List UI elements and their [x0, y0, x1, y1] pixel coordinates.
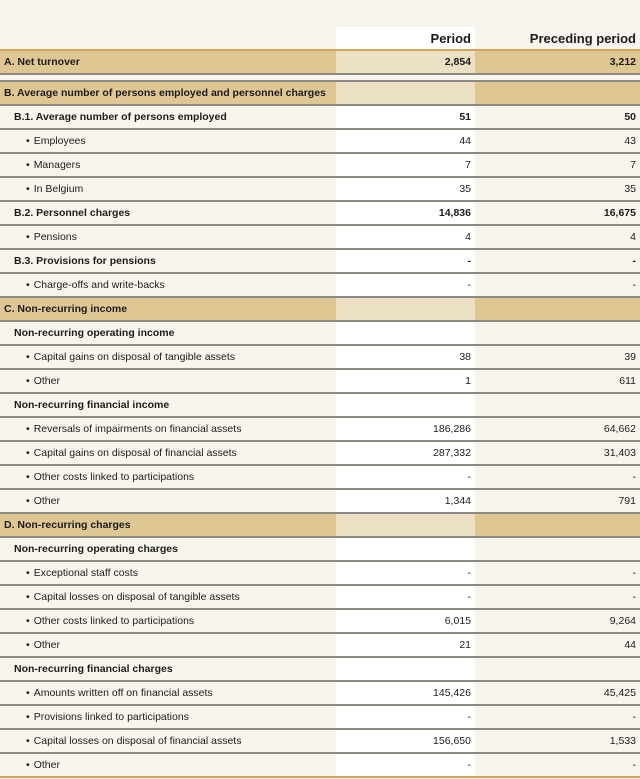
table-row: [0, 466, 640, 490]
table-row: [0, 274, 640, 298]
period-value: 1,344: [336, 490, 475, 512]
row-label-text: B.2. Personnel charges: [14, 207, 131, 219]
row-label-text: Amounts written off on financial assets: [33, 687, 213, 699]
subsection-row: [0, 250, 640, 274]
row-label-text: Other: [33, 495, 60, 507]
subsection-row: [0, 394, 640, 418]
table-row: [0, 370, 640, 394]
bullet-icon: •: [26, 591, 30, 603]
period-value: 4: [336, 226, 475, 248]
bullet-icon: •: [26, 639, 30, 651]
period-value: -: [336, 754, 475, 776]
section-row: [0, 82, 640, 106]
table-row: [0, 586, 640, 610]
preceding-period-value: 44: [624, 639, 636, 651]
preceding-period-value: -: [632, 255, 636, 267]
preceding-period-value: 791: [618, 495, 636, 507]
row-label-text: Non-recurring financial income: [14, 399, 170, 411]
period-value: 21: [336, 634, 475, 656]
table-row: [0, 418, 640, 442]
preceding-period-value: 35: [624, 183, 636, 195]
bullet-icon: •: [26, 231, 30, 243]
row-label-text: Other costs linked to participations: [33, 615, 195, 627]
row-label: [0, 183, 336, 195]
table-row: [0, 130, 640, 154]
preceding-period-value: [475, 514, 640, 536]
row-label: [0, 615, 336, 627]
bullet-icon: •: [26, 351, 30, 363]
row-label: [0, 207, 336, 219]
bullet-icon: •: [26, 375, 30, 387]
row-label: [0, 327, 336, 339]
period-value: 6,015: [336, 610, 475, 632]
row-label: [0, 56, 336, 68]
period-value: 287,332: [336, 442, 475, 464]
header-period: Period: [336, 27, 475, 49]
period-value: 44: [336, 130, 475, 152]
period-value: [336, 658, 475, 680]
row-label: [0, 519, 336, 531]
bullet-icon: •: [26, 687, 30, 699]
table-row: [0, 346, 640, 370]
section-row: [0, 514, 640, 538]
bullet-icon: •: [26, 711, 30, 723]
financial-table: [0, 27, 640, 778]
row-label: [0, 711, 336, 723]
preceding-period-value: 16,675: [603, 207, 636, 219]
row-label-text: Non-recurring operating charges: [14, 543, 178, 555]
row-label: [0, 639, 336, 651]
preceding-period-value: -: [632, 279, 636, 291]
table-row: [0, 706, 640, 730]
table-row: [0, 730, 640, 754]
period-value: 1: [336, 370, 475, 392]
bullet-icon: •: [26, 615, 30, 627]
row-label: [0, 591, 336, 603]
preceding-period-value: -: [632, 711, 636, 723]
preceding-period-value: 9,264: [609, 615, 636, 627]
preceding-period-value: [475, 322, 640, 344]
row-label: [0, 231, 336, 243]
row-label: [0, 471, 336, 483]
row-label: [0, 663, 336, 675]
table-row: [0, 442, 640, 466]
table-row: [0, 634, 640, 658]
bullet-icon: •: [26, 567, 30, 579]
row-label: [0, 495, 336, 507]
preceding-period-value: [475, 394, 640, 416]
period-value: -: [336, 250, 475, 272]
row-label: [0, 567, 336, 579]
row-label: [0, 159, 336, 171]
row-label: [0, 447, 336, 459]
period-value: [336, 514, 475, 536]
row-label-text: D. Non-recurring charges: [4, 519, 131, 531]
row-label-text: A. Net turnover: [4, 56, 80, 68]
period-value: 14,836: [336, 202, 475, 224]
table-row: [0, 490, 640, 514]
preceding-period-value: 7: [630, 159, 636, 171]
period-value: 156,650: [336, 730, 475, 752]
bullet-icon: •: [26, 471, 30, 483]
period-value: -: [336, 274, 475, 296]
row-label: [0, 303, 336, 315]
table-body: [0, 51, 640, 778]
preceding-period-value: 611: [619, 375, 636, 387]
bullet-icon: •: [26, 759, 30, 771]
period-value: -: [336, 562, 475, 584]
row-label: [0, 279, 336, 291]
row-label: [0, 351, 336, 363]
bullet-icon: •: [26, 495, 30, 507]
preceding-period-value: 39: [624, 351, 636, 363]
preceding-period-value: [475, 82, 640, 104]
period-value: [336, 394, 475, 416]
subsection-row: [0, 658, 640, 682]
section-row: [0, 51, 640, 75]
row-label-text: Pensions: [33, 231, 77, 243]
row-label-text: Managers: [33, 159, 81, 171]
row-label: [0, 543, 336, 555]
row-label-text: Reversals of impairments on financial assets: [33, 423, 242, 435]
period-value: [336, 322, 475, 344]
preceding-period-value: -: [632, 567, 636, 579]
preceding-period-value: 50: [624, 111, 636, 123]
row-label-text: Capital gains on disposal of tangible assets: [33, 351, 236, 363]
row-label-text: Capital gains on disposal of financial assets: [33, 447, 237, 459]
row-label-text: Capital losses on disposal of tangible assets: [33, 591, 240, 603]
subsection-row: [0, 322, 640, 346]
period-value: -: [336, 466, 475, 488]
header-preceding-period: Preceding period: [529, 30, 636, 46]
table-row: [0, 562, 640, 586]
row-gap: [0, 75, 640, 82]
period-value: [336, 538, 475, 560]
row-label-text: Other: [33, 759, 60, 771]
row-label-text: Non-recurring financial charges: [14, 663, 173, 675]
row-label: [0, 423, 336, 435]
preceding-period-value: 43: [624, 135, 636, 147]
preceding-period-value: [475, 658, 640, 680]
preceding-period-value: 45,425: [603, 687, 636, 699]
preceding-period-value: -: [632, 471, 636, 483]
row-label-text: Capital losses on disposal of financial assets: [33, 735, 242, 747]
row-label: [0, 687, 336, 699]
preceding-period-value: [475, 298, 640, 320]
preceding-period-value: 3,212: [475, 51, 640, 73]
preceding-period-value: [475, 538, 640, 560]
row-label: [0, 87, 336, 99]
table-header: [0, 27, 640, 51]
subsection-row: [0, 202, 640, 226]
row-label: [0, 111, 336, 123]
row-label-text: Non-recurring operating income: [14, 327, 175, 339]
table-row: [0, 226, 640, 250]
period-value: -: [336, 586, 475, 608]
row-label-text: Other costs linked to participations: [33, 471, 195, 483]
bullet-icon: •: [26, 135, 30, 147]
preceding-period-value: 1,533: [609, 735, 636, 747]
period-value: -: [336, 706, 475, 728]
preceding-period-value: 31,403: [603, 447, 636, 459]
subsection-row: [0, 106, 640, 130]
table-row: [0, 610, 640, 634]
row-label: [0, 399, 336, 411]
section-row: [0, 298, 640, 322]
preceding-period-value: 4: [630, 231, 636, 243]
bullet-icon: •: [26, 735, 30, 747]
row-label: [0, 255, 336, 267]
row-label-text: Other: [33, 375, 60, 387]
table-row: [0, 154, 640, 178]
preceding-period-value: 64,662: [603, 423, 636, 435]
period-value: 38: [336, 346, 475, 368]
row-label-text: Other: [33, 639, 60, 651]
row-label: [0, 735, 336, 747]
bullet-icon: •: [26, 279, 30, 291]
preceding-period-value: -: [632, 591, 636, 603]
period-value: 186,286: [336, 418, 475, 440]
row-label-text: Charge-offs and write-backs: [33, 279, 165, 291]
period-value: 145,426: [336, 682, 475, 704]
table-row: [0, 682, 640, 706]
row-label-text: Employees: [33, 135, 86, 147]
bullet-icon: •: [26, 159, 30, 171]
row-label-text: B. Average number of persons employed and personnel charges: [4, 87, 326, 99]
row-label-text: In Belgium: [33, 183, 84, 195]
row-label-text: Exceptional staff costs: [33, 567, 138, 579]
row-label-text: B.3. Provisions for pensions: [14, 255, 156, 267]
period-value: 51: [336, 106, 475, 128]
row-label: [0, 135, 336, 147]
row-label: [0, 375, 336, 387]
row-label-text: Provisions linked to participations: [33, 711, 189, 723]
period-value: [336, 82, 475, 104]
row-label-text: B.1. Average number of persons employed: [14, 111, 227, 123]
row-label: [0, 759, 336, 771]
period-value: [336, 298, 475, 320]
bullet-icon: •: [26, 423, 30, 435]
period-value: 35: [336, 178, 475, 200]
preceding-period-value: -: [632, 759, 636, 771]
bullet-icon: •: [26, 183, 30, 195]
table-row: [0, 754, 640, 778]
table-row: [0, 178, 640, 202]
period-value: 7: [336, 154, 475, 176]
bullet-icon: •: [26, 447, 30, 459]
subsection-row: [0, 538, 640, 562]
period-value: 2,854: [336, 51, 475, 73]
row-label-text: C. Non-recurring income: [4, 303, 128, 315]
